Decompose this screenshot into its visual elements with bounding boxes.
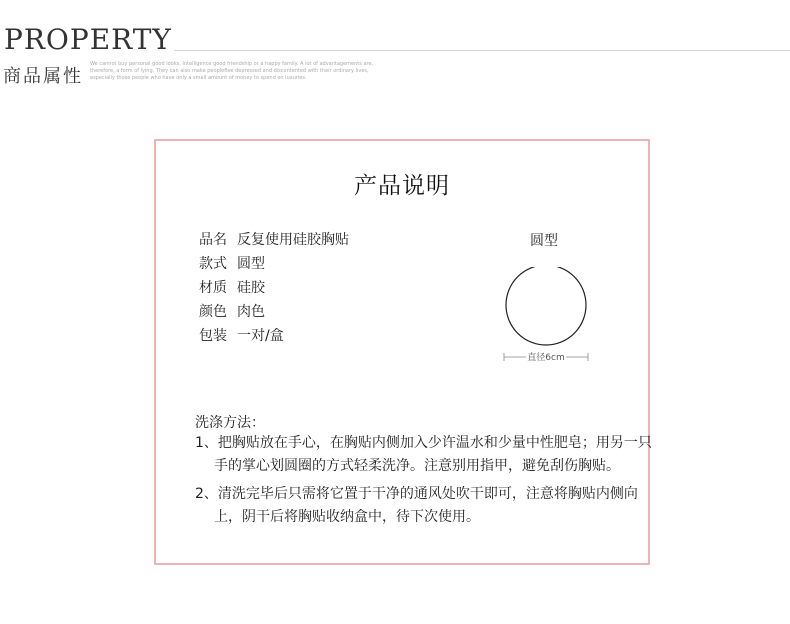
spec-row [199,325,349,349]
wash-step: 2、清洗完毕后只需将它置于干净的通风处吹干即可，注意将胸贴内侧向上，阴干后将胸贴收纳盒中，待下次使用。 [195,486,638,525]
wash-title: 洗涤方法： [195,415,265,431]
wash-step: 1、把胸贴放在手心，在胸贴内侧加入少许温水和少量中性肥皂；用另一只手的掌心划圆圈的方式轻柔洗净。注意别用指甲，避免刮伤胸贴。 [195,435,652,474]
product-card [154,139,650,565]
spec-key: 款式 [199,256,227,272]
spec-key: 包装 [199,328,227,344]
card-title: 产品说明 [354,173,450,199]
spec-row [199,277,349,301]
shape-label: 圆型 [530,233,558,249]
header-small-text: We cannot buy personal good looks, Intelligence good friendship or a happy family. A lot of advantagements are, therefore, a form of lying. They can also make peopleflee depressed and discontented with their ordinary lives, especially those people who have only a small amount of money to spend on luxuries. [90,61,374,81]
spec-row [199,229,349,253]
round-shape-diagram [500,267,592,367]
spec-value: 硅胶 [237,280,265,296]
header-divider [174,50,790,51]
spec-key: 品名 [199,232,227,248]
spec-value: 反复使用硅胶胸贴 [237,232,349,248]
spec-key: 颜色 [199,304,227,320]
spec-value: 圆型 [237,256,265,272]
spec-value: 一对/盒 [237,328,284,344]
spec-row [199,301,349,325]
header-title-en: PROPERTY [4,23,172,56]
spec-key: 材质 [199,280,227,296]
header-title-cn: 商品属性 [3,66,83,87]
round-shape-icon [506,267,586,345]
spec-row [199,253,349,277]
diameter-label: 直径6cm [527,353,565,363]
spec-list [199,229,349,349]
spec-value: 肉色 [237,304,265,320]
